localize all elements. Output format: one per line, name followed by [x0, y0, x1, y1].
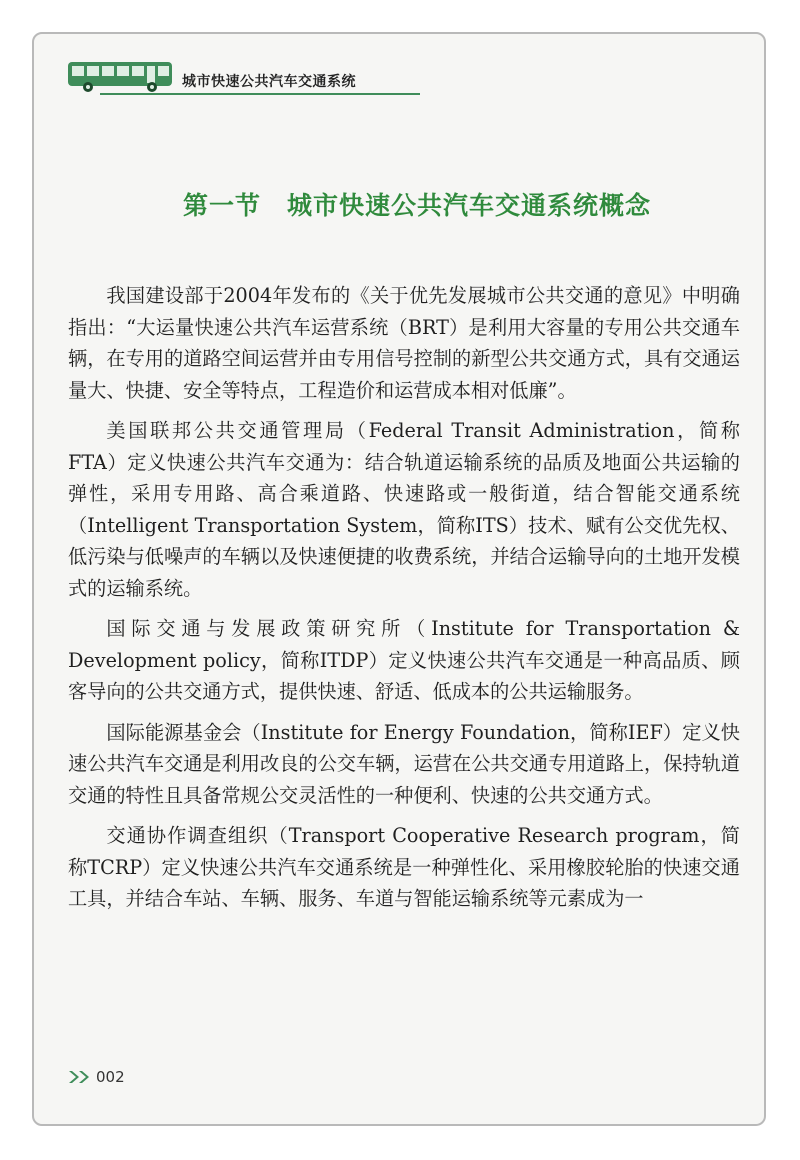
page-number: 002	[96, 1068, 125, 1086]
double-chevron-right-icon	[68, 1070, 92, 1084]
section-title: 第一节 城市快速公共汽车交通系统概念	[182, 191, 651, 220]
page-footer	[68, 1068, 125, 1086]
running-header-title: 城市快速公共汽车交通系统	[182, 74, 356, 90]
header-rule	[100, 93, 420, 95]
paragraph: 我国建设部于2004年发布的《关于优先发展城市公共交通的意见》中明确指出：“大运量快速公共汽车运营系统（BRT）是利用大容量的专用公共交通车辆，在专用的道路空间运营并由专用信号控制的新型公共交通方式，具有交通运量大、快捷、安全等特点，工程造价和运营成本相对低廉”。	[68, 284, 740, 402]
paragraph: 交通协作调查组织（Transport Cooperative Research program，简称TCRP）定义快速公共汽车交通系统是一种弹性化、采用橡胶轮胎的快速交通工具，并结合车站、车辆、服务、车道与智能运输系统等元素成为一	[68, 824, 740, 910]
bus-icon	[66, 59, 174, 93]
running-header	[66, 56, 356, 96]
paragraph: 国际交通与发展政策研究所（Institute for Transportation & Development policy，简称ITDP）定义快速公共汽车交通是一种高品质、顾客导向的公共交通方式，提供快速、舒适、低成本的公共运输服务。	[68, 617, 740, 703]
body-text	[68, 280, 740, 924]
paragraph: 美国联邦公共交通管理局（Federal Transit Administration，简称FTA）定义快速公共汽车交通为：结合轨道运输系统的品质及地面公共运输的弹性，采用专用路、高合乘道路、快速路或一般街道，结合智能交通系统（Intelligent Transportation System，简称ITS）技术、赋有公交优先权、低污染与低噪声的车辆以及快速便捷的收费系统，并结合运输导向的土地开发模式的运输系统。	[68, 419, 740, 600]
paragraph: 国际能源基金会（Institute for Energy Foundation，简称IEF）定义快速公共汽车交通是利用改良的公交车辆，运营在公共交通专用道路上，保持轨道交通的特性且具备常规公交灵活性的一种便利、快速的公共交通方式。	[68, 720, 740, 807]
